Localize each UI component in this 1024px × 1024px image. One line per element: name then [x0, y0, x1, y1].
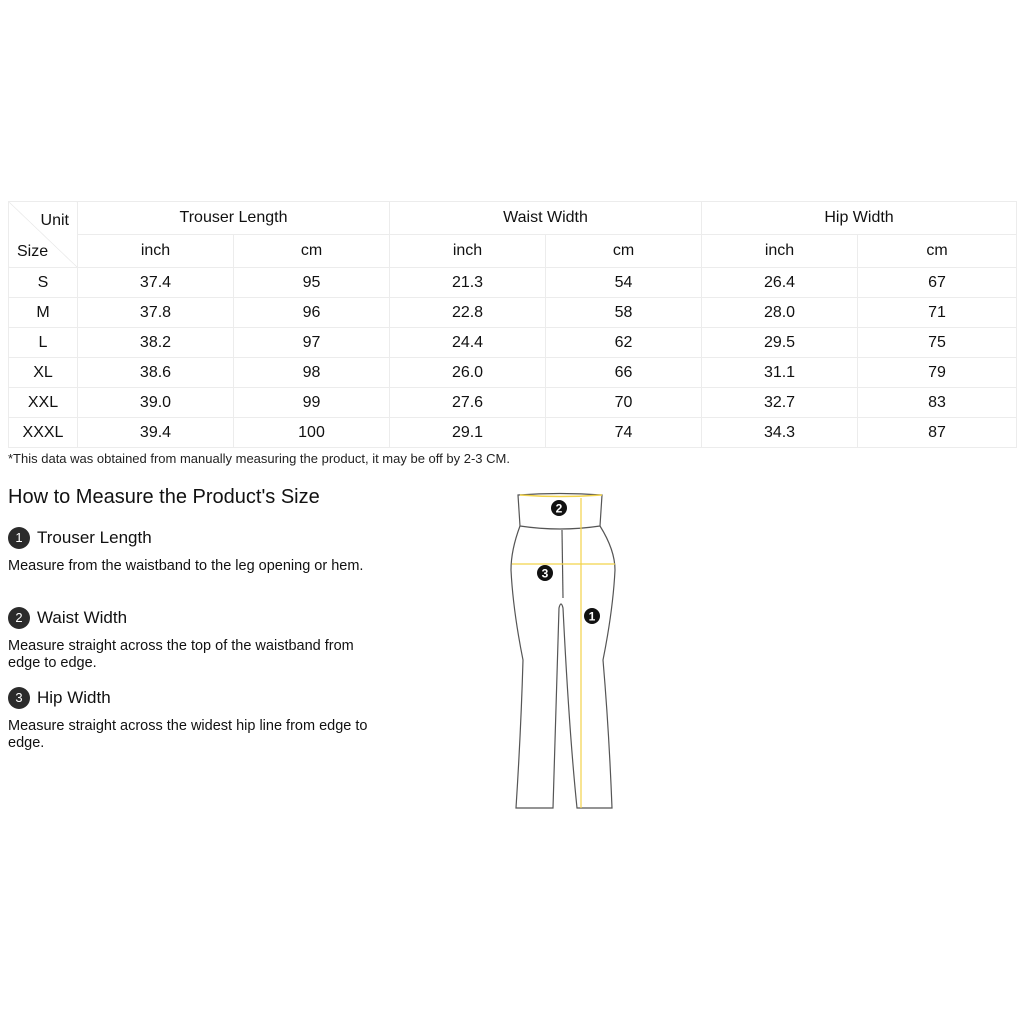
- value-cell: 100: [234, 418, 390, 448]
- value-cell: 75: [858, 328, 1017, 358]
- step-trouser-length: [8, 527, 152, 549]
- table-row: [9, 358, 1017, 388]
- marker-2-icon: [551, 500, 567, 516]
- value-cell: 70: [546, 388, 702, 418]
- measurement-disclaimer: *This data was obtained from manually measuring the product, it may be off by 2-3 CM.: [8, 451, 510, 466]
- value-cell: 87: [858, 418, 1017, 448]
- table-row: [9, 298, 1017, 328]
- trousers-outline-icon: [511, 494, 615, 809]
- value-cell: 39.4: [78, 418, 234, 448]
- value-cell: 38.2: [78, 328, 234, 358]
- unit-header-cell: inch: [78, 235, 234, 268]
- value-cell: 26.0: [390, 358, 546, 388]
- value-cell: 29.5: [702, 328, 858, 358]
- unit-header-cell: inch: [702, 235, 858, 268]
- value-cell: 21.3: [390, 268, 546, 298]
- trousers-diagram: [505, 490, 625, 815]
- value-cell: 32.7: [702, 388, 858, 418]
- table-row: [9, 268, 1017, 298]
- svg-text:2: 2: [555, 501, 563, 516]
- table-corner-header: [9, 202, 78, 268]
- value-cell: 28.0: [702, 298, 858, 328]
- size-cell: M: [9, 298, 78, 328]
- unit-header-cell: cm: [234, 235, 390, 268]
- value-cell: 83: [858, 388, 1017, 418]
- size-cell: L: [9, 328, 78, 358]
- size-header: Size: [17, 243, 49, 260]
- size-cell: XXL: [9, 388, 78, 418]
- step-hip-width: [8, 687, 111, 709]
- value-cell: 74: [546, 418, 702, 448]
- value-cell: 71: [858, 298, 1017, 328]
- unit-header-cell: cm: [858, 235, 1017, 268]
- marker-1-icon: [584, 608, 600, 624]
- value-cell: 22.8: [390, 298, 546, 328]
- size-cell: XXXL: [9, 418, 78, 448]
- size-cell: S: [9, 268, 78, 298]
- value-cell: 29.1: [390, 418, 546, 448]
- size-chart-table: [8, 201, 1017, 448]
- value-cell: 38.6: [78, 358, 234, 388]
- step-waist-width: [8, 607, 127, 629]
- value-cell: 24.4: [390, 328, 546, 358]
- step-description: Measure straight across the top of the waistband from edge to edge.: [8, 638, 354, 671]
- size-cell: XL: [9, 358, 78, 388]
- value-cell: 58: [546, 298, 702, 328]
- step-description: Measure from the waistband to the leg opening or hem.: [8, 558, 364, 574]
- step-description: Measure straight across the widest hip line from edge to edge.: [8, 718, 368, 751]
- value-cell: 99: [234, 388, 390, 418]
- unit-header-cell: cm: [546, 235, 702, 268]
- value-cell: 26.4: [702, 268, 858, 298]
- group-header-waist-width: Waist Width: [390, 202, 702, 235]
- svg-text:1: 1: [588, 609, 596, 624]
- group-header-hip-width: Hip Width: [702, 202, 1017, 235]
- svg-text:3: 3: [541, 566, 549, 581]
- howto-title: How to Measure the Product's Size: [8, 486, 320, 508]
- value-cell: 37.8: [78, 298, 234, 328]
- value-cell: 95: [234, 268, 390, 298]
- number-3-icon: 3: [8, 687, 30, 709]
- value-cell: 37.4: [78, 268, 234, 298]
- table-row: [9, 388, 1017, 418]
- value-cell: 39.0: [78, 388, 234, 418]
- table-row: [9, 328, 1017, 358]
- value-cell: 66: [546, 358, 702, 388]
- step-label: Trouser Length: [37, 528, 152, 547]
- value-cell: 62: [546, 328, 702, 358]
- unit-header-cell: inch: [390, 235, 546, 268]
- value-cell: 79: [858, 358, 1017, 388]
- unit-header: Unit: [40, 212, 69, 229]
- value-cell: 97: [234, 328, 390, 358]
- value-cell: 54: [546, 268, 702, 298]
- marker-3-icon: [537, 565, 553, 581]
- value-cell: 98: [234, 358, 390, 388]
- value-cell: 96: [234, 298, 390, 328]
- value-cell: 34.3: [702, 418, 858, 448]
- number-1-icon: 1: [8, 527, 30, 549]
- step-label: Waist Width: [37, 608, 128, 627]
- group-header-trouser-length: Trouser Length: [78, 202, 390, 235]
- value-cell: 31.1: [702, 358, 858, 388]
- value-cell: 67: [858, 268, 1017, 298]
- number-2-icon: 2: [8, 607, 30, 629]
- step-label: Hip Width: [37, 688, 111, 707]
- value-cell: 27.6: [390, 388, 546, 418]
- table-row: [9, 418, 1017, 448]
